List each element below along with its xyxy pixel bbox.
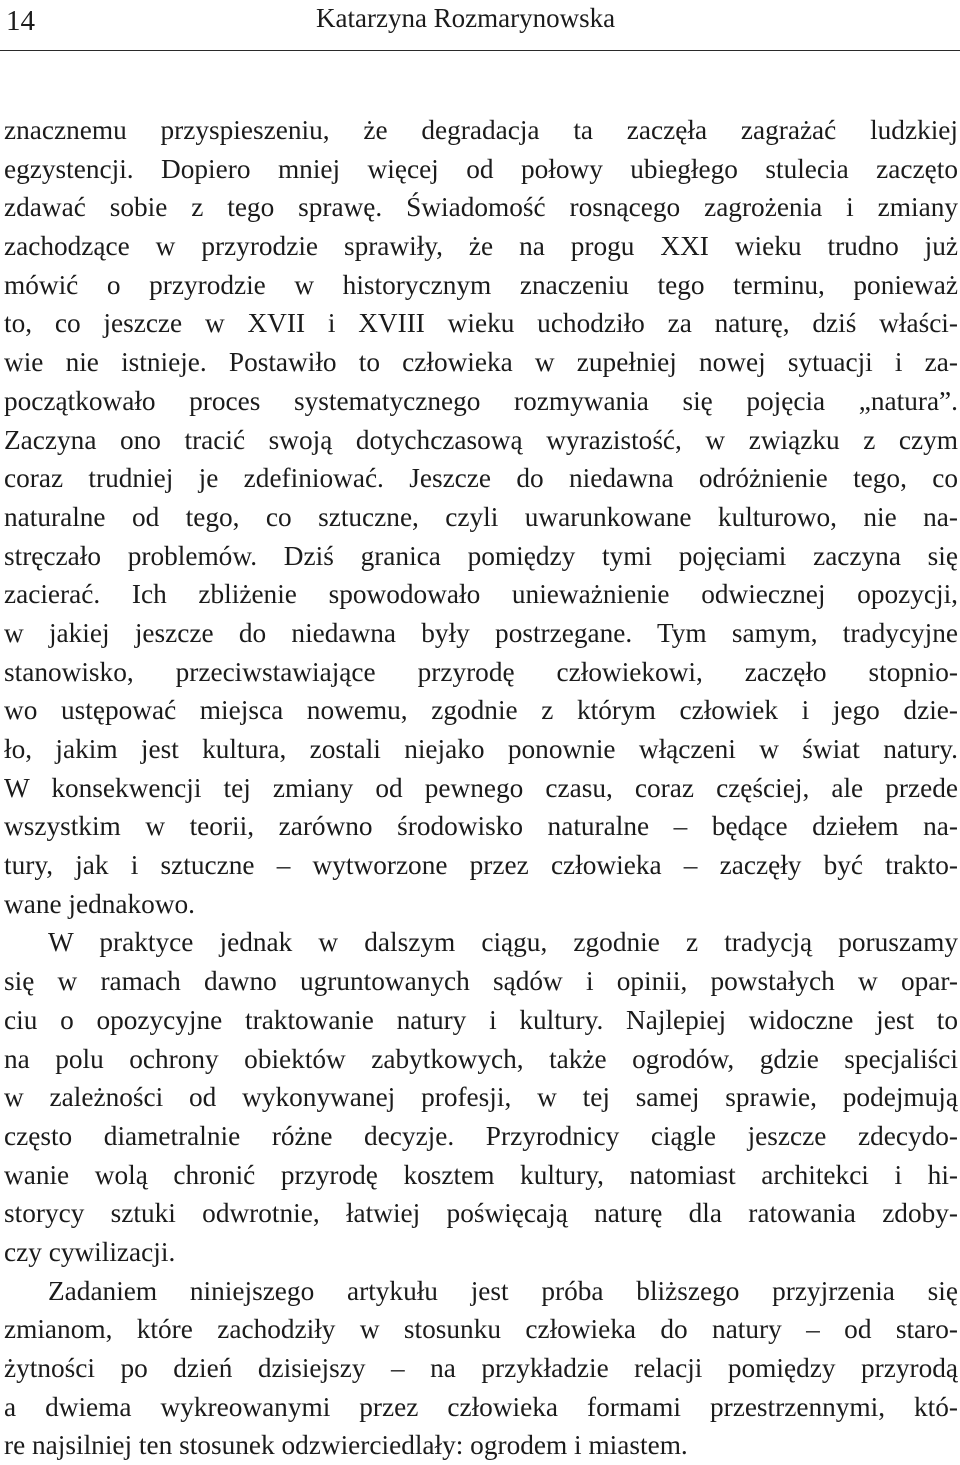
text-line: na polu ochrony obiektów zabytkowych, także ogrodów, gdzie specjaliści <box>4 1043 958 1074</box>
text-line: wane jednakowo. <box>4 888 196 919</box>
text-line: a dwiema wykreowanymi przez człowieka formami przestrzennymi, któ- <box>4 1391 958 1422</box>
body-text <box>4 111 958 1465</box>
page-header <box>0 0 960 50</box>
text-line: Zaczyna ono tracić swoją dotychczasową wyrazistość, w związku z czym <box>4 424 958 455</box>
text-line: wo ustępować miejsca nowemu, zgodnie z którym człowiek i jego dzie- <box>4 695 958 726</box>
text-line: często diametralnie różne decyzje. Przyrodnicy ciągle jeszcze zdecydo- <box>4 1120 958 1151</box>
text-line: storycy sztuki odwrotnie, łatwiej poświęcają naturę dla ratowania zdoby- <box>4 1198 958 1229</box>
text-line: ciu o opozycyjne traktowanie natury i kultury. Najlepiej widoczne jest to <box>4 1004 958 1035</box>
text-line: zdawać sobie z tego sprawę. Świadomość rosnącego zagrożenia i zmiany <box>4 192 958 223</box>
text-line: wszystkim w teorii, zarówno środowisko naturalne – będące dziełem na- <box>4 811 958 842</box>
page-number: 14 <box>6 5 35 37</box>
header-rule <box>0 50 960 51</box>
text-line: wanie wolą chronić przyrodę kosztem kultury, natomiast architekci i hi- <box>4 1159 958 1190</box>
paragraph <box>4 1272 958 1465</box>
text-line: w zależności od wykonywanej profesji, w tej samej sprawie, podejmują <box>4 1082 958 1113</box>
running-head-author: Katarzyna Rozmarynowska <box>316 3 616 33</box>
paragraph <box>4 111 958 923</box>
text-line: re najsilniej ten stosunek odzwierciedlały: ogrodem i miastem. <box>4 1430 688 1461</box>
text-line: w jakiej jeszcze do niedawna były postrzegane. Tym samym, tradycyjne <box>4 617 958 648</box>
text-line: zacierać. Ich zbliżenie spowodowało unieważnienie odwiecznej opozycji, <box>4 579 958 610</box>
paragraph <box>4 923 958 1271</box>
text-line: W praktyce jednak w dalszym ciągu, zgodnie z tradycją poruszamy <box>48 927 958 958</box>
text-line: stanowisko, przeciwstawiające przyrodę człowiekowi, zaczęło stopnio- <box>4 656 958 687</box>
text-line: się w ramach dawno ugruntowanych sądów i opinii, powstałych w opar- <box>4 966 958 997</box>
text-line: żytności po dzień dzisiejszy – na przykładzie relacji pomiędzy przyrodą <box>4 1353 958 1383</box>
text-line: początkowało proces systematycznego rozmywania się pojęcia „natura”. <box>4 385 958 416</box>
text-line: zachodzące w przyrodzie sprawiły, że na progu XXI wieku trudno już <box>4 231 958 262</box>
text-line: tury, jak i sztuczne – wytworzone przez człowieka – zaczęły być trakto- <box>4 850 958 881</box>
text-line: zmianom, które zachodziły w stosunku człowieka do natury – od staro- <box>4 1314 958 1345</box>
text-line: stręczało problemów. Dziś granica pomiędzy tymi pojęciami zaczyna się <box>4 540 958 571</box>
text-line: ło, jakim jest kultura, zostali niejako ponownie włączeni w świat natury. <box>4 734 958 764</box>
text-line: wie nie istnieje. Postawiło to człowieka w zupełniej nowej sytuacji i za- <box>4 347 958 378</box>
text-line: czy cywilizacji. <box>4 1236 176 1267</box>
text-line: to, co jeszcze w XVII i XVIII wieku uchodziło za naturę, dziś właści- <box>4 308 958 339</box>
text-line: egzystencji. Dopiero mniej więcej od połowy ubiegłego stulecia zaczęto <box>4 153 958 184</box>
text-line: W konsekwencji tej zmiany od pewnego czasu, coraz częściej, ale przede <box>4 772 958 803</box>
text-line: Zadaniem niniejszego artykułu jest próba bliższego przyjrzenia się <box>48 1275 958 1306</box>
text-line: mówić o przyrodzie w historycznym znaczeniu tego terminu, ponieważ <box>4 269 958 300</box>
text-line: coraz trudniej je zdefiniować. Jeszcze do niedawna odróżnienie tego, co <box>4 463 958 494</box>
text-line: naturalne od tego, co sztuczne, czyli uwarunkowane kulturowo, nie na- <box>4 501 958 532</box>
text-line: znacznemu przyspieszeniu, że degradacja ta zaczęła zagrażać ludzkiej <box>4 115 958 145</box>
